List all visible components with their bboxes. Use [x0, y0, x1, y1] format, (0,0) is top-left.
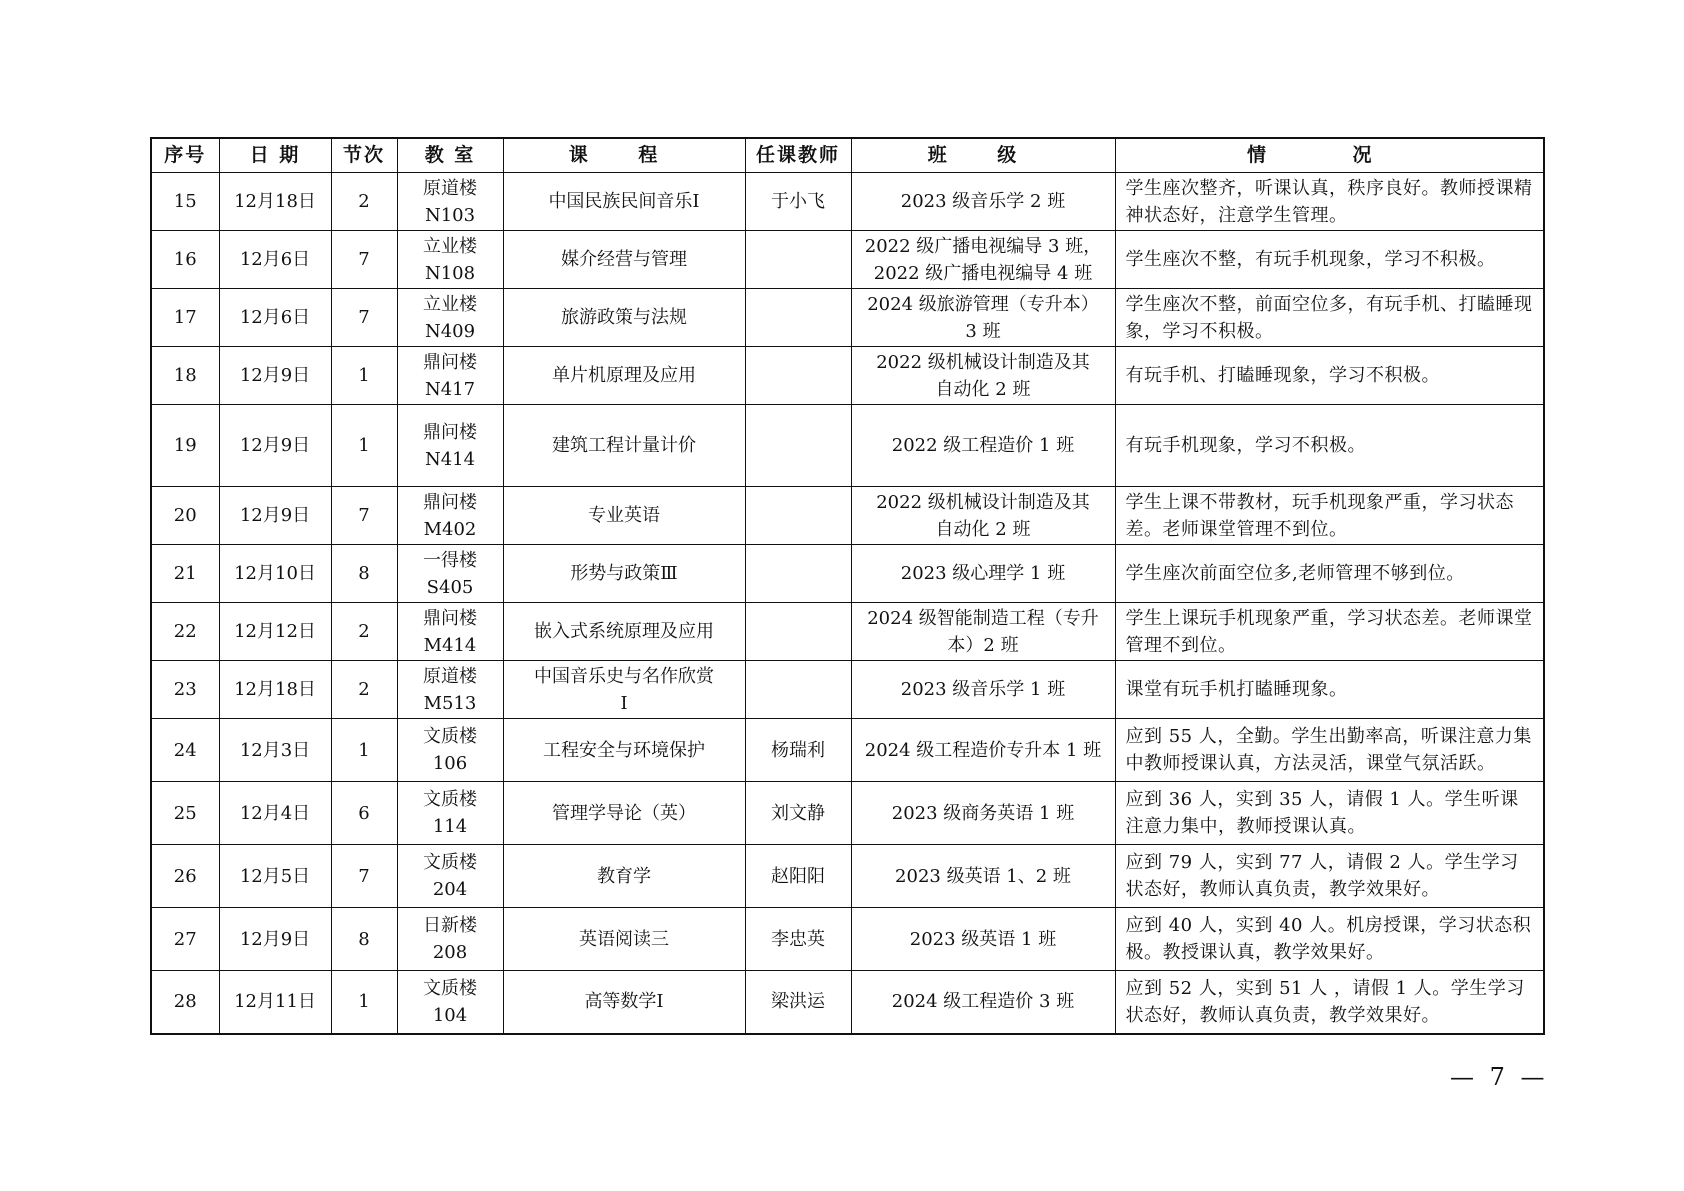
- cell-room-line: 鼎问楼: [423, 491, 477, 513]
- cell-room-line: N108: [424, 262, 476, 284]
- cell-teacher: [745, 347, 851, 405]
- cell-course-line: 高等数学Ⅰ: [584, 991, 664, 1013]
- cell-serial: 15: [151, 173, 219, 231]
- cell-room: [397, 603, 503, 661]
- cell-course-line: 英语阅读三: [579, 928, 669, 950]
- cell-class-line: 2022 级广播电视编导 4 班: [873, 262, 1093, 284]
- table-row: [151, 845, 1544, 908]
- cell-class: [851, 971, 1115, 1034]
- cell-room-line: 鼎问楼: [423, 421, 477, 443]
- cell-class-line: 本）2 班: [947, 634, 1019, 656]
- table-row: [151, 971, 1544, 1034]
- cell-date: 12月12日: [219, 603, 331, 661]
- cell-situation: 应到 52 人，实到 51 人 ，请假 1 人。学生学习状态好，教师认真负责，教学效果好。: [1115, 971, 1544, 1034]
- table-row: [151, 908, 1544, 971]
- table-row: [151, 545, 1544, 603]
- cell-period: 7: [331, 845, 397, 908]
- cell-room: [397, 719, 503, 782]
- cell-date: 12月3日: [219, 719, 331, 782]
- cell-room: [397, 782, 503, 845]
- cell-period: 7: [331, 231, 397, 289]
- cell-room: [397, 545, 503, 603]
- cell-course-line: 嵌入式系统原理及应用: [534, 621, 714, 642]
- cell-course-line: 旅游政策与法规: [561, 307, 687, 328]
- cell-room-line: 鼎问楼: [423, 351, 477, 373]
- cell-date: 12月9日: [219, 405, 331, 487]
- cell-course-line: 媒介经营与管理: [561, 249, 687, 270]
- cell-serial: 19: [151, 405, 219, 487]
- cell-class-line: 2024 级工程造价 3 班: [891, 991, 1075, 1013]
- header-class: 班 级: [851, 138, 1115, 173]
- header-period: 节次: [331, 138, 397, 173]
- cell-room-line: 204: [432, 879, 468, 900]
- cell-serial: 17: [151, 289, 219, 347]
- header-room: 教 室: [397, 138, 503, 173]
- cell-situation: 学生座次前面空位多,老师管理不够到位。: [1115, 545, 1544, 603]
- cell-class: [851, 661, 1115, 719]
- cell-class: [851, 289, 1115, 347]
- cell-date: 12月6日: [219, 289, 331, 347]
- cell-serial: 24: [151, 719, 219, 782]
- cell-serial: 28: [151, 971, 219, 1034]
- cell-course: [503, 782, 745, 845]
- cell-serial: 25: [151, 782, 219, 845]
- cell-class-line: 2024 级工程造价专升本 1 班: [864, 739, 1102, 761]
- cell-date: 12月18日: [219, 661, 331, 719]
- cell-course: [503, 845, 745, 908]
- cell-room-line: 文质楼: [423, 726, 477, 747]
- cell-serial: 18: [151, 347, 219, 405]
- cell-serial: 26: [151, 845, 219, 908]
- cell-date: 12月11日: [219, 971, 331, 1034]
- cell-room-line: 106: [432, 753, 468, 774]
- cell-teacher: [745, 603, 851, 661]
- cell-class-line: 2024 级旅游管理（专升本）: [867, 293, 1099, 315]
- cell-room-line: 原道楼: [423, 665, 477, 687]
- cell-teacher: [745, 545, 851, 603]
- cell-room: [397, 347, 503, 405]
- cell-course: [503, 405, 745, 487]
- table-row: [151, 405, 1544, 487]
- cell-course-line: 工程安全与环境保护: [543, 739, 705, 761]
- cell-room-line: 一得楼: [423, 549, 477, 571]
- cell-period: 7: [331, 289, 397, 347]
- cell-period: 6: [331, 782, 397, 845]
- cell-class-line: 2023 级英语 1 班: [909, 928, 1057, 950]
- cell-room-line: N414: [424, 448, 476, 470]
- cell-room-line: 立业楼: [423, 235, 477, 257]
- cell-situation: 学生座次不整，有玩手机现象，学习不积极。: [1115, 231, 1544, 289]
- table-body: [151, 173, 1544, 1034]
- cell-course: [503, 661, 745, 719]
- cell-room-line: N103: [424, 204, 476, 226]
- cell-situation: 有玩手机现象，学习不积极。: [1115, 405, 1544, 487]
- cell-room-line: 104: [432, 1004, 468, 1026]
- cell-teacher: 于小飞: [745, 173, 851, 231]
- cell-class-line: 2022 级机械设计制造及其: [876, 351, 1090, 373]
- cell-course-line: 中国音乐史与名作欣赏: [534, 665, 714, 687]
- table-row: [151, 487, 1544, 545]
- cell-class-line: 自动化 2 班: [935, 518, 1031, 540]
- cell-course: [503, 231, 745, 289]
- cell-course-line: 单片机原理及应用: [552, 365, 696, 386]
- cell-period: 8: [331, 545, 397, 603]
- cell-course: [503, 347, 745, 405]
- cell-teacher: [745, 405, 851, 487]
- header-serial: 序号: [151, 138, 219, 173]
- table-row: [151, 603, 1544, 661]
- cell-room: [397, 971, 503, 1034]
- cell-class: [851, 173, 1115, 231]
- cell-situation: 学生座次整齐，听课认真，秩序良好。教师授课精神状态好，注意学生管理。: [1115, 173, 1544, 231]
- header-date: 日 期: [219, 138, 331, 173]
- cell-course: [503, 908, 745, 971]
- cell-class: [851, 487, 1115, 545]
- cell-period: 1: [331, 347, 397, 405]
- cell-course: [503, 487, 745, 545]
- cell-course: [503, 289, 745, 347]
- table-row: [151, 231, 1544, 289]
- cell-room-line: 原道楼: [423, 177, 477, 199]
- cell-date: 12月9日: [219, 347, 331, 405]
- cell-situation: 课堂有玩手机打瞌睡现象。: [1115, 661, 1544, 719]
- cell-room-line: 208: [432, 942, 468, 963]
- cell-situation: 学生座次不整，前面空位多，有玩手机、打瞌睡现象，学习不积极。: [1115, 289, 1544, 347]
- cell-serial: 22: [151, 603, 219, 661]
- cell-period: 2: [331, 661, 397, 719]
- cell-room-line: M402: [423, 518, 477, 540]
- cell-teacher: 李忠英: [745, 908, 851, 971]
- cell-course-line: 教育学: [597, 865, 651, 887]
- cell-period: 1: [331, 971, 397, 1034]
- cell-teacher: 赵阳阳: [745, 845, 851, 908]
- cell-period: 2: [331, 173, 397, 231]
- cell-course-line: 专业英语: [588, 505, 660, 526]
- cell-class-line: 2022 级工程造价 1 班: [891, 435, 1075, 456]
- cell-teacher: [745, 231, 851, 289]
- cell-class: [851, 845, 1115, 908]
- header-situation: 情 况: [1115, 138, 1544, 173]
- cell-period: 7: [331, 487, 397, 545]
- cell-period: 2: [331, 603, 397, 661]
- cell-course: [503, 719, 745, 782]
- cell-teacher: [745, 487, 851, 545]
- cell-period: 1: [331, 405, 397, 487]
- cell-course: [503, 173, 745, 231]
- table-row: [151, 661, 1544, 719]
- table-row: [151, 347, 1544, 405]
- cell-teacher: [745, 289, 851, 347]
- cell-room-line: 鼎问楼: [423, 607, 477, 629]
- cell-room-line: M513: [423, 692, 477, 714]
- cell-room-line: M414: [423, 634, 477, 656]
- cell-serial: 27: [151, 908, 219, 971]
- cell-course-line: Ⅰ: [620, 692, 628, 714]
- cell-serial: 23: [151, 661, 219, 719]
- cell-teacher: 刘文静: [745, 782, 851, 845]
- cell-course: [503, 971, 745, 1034]
- cell-class: [851, 347, 1115, 405]
- cell-period: 1: [331, 719, 397, 782]
- cell-class-line: 3 班: [965, 320, 1001, 342]
- cell-teacher: 杨瑞利: [745, 719, 851, 782]
- cell-room-line: 文质楼: [423, 789, 477, 810]
- cell-course: [503, 545, 745, 603]
- cell-class-line: 2023 级英语 1、2 班: [895, 865, 1071, 887]
- table-row: [151, 719, 1544, 782]
- cell-serial: 20: [151, 487, 219, 545]
- cell-class: [851, 603, 1115, 661]
- table-row: [151, 173, 1544, 231]
- cell-class: [851, 405, 1115, 487]
- cell-situation: 应到 79 人，实到 77 人，请假 2 人。学生学习状态好，教师认真负责，教学效果好。: [1115, 845, 1544, 908]
- cell-course-line: 形势与政策Ⅲ: [570, 563, 678, 584]
- cell-room: [397, 845, 503, 908]
- cell-situation: 有玩手机、打瞌睡现象，学习不积极。: [1115, 347, 1544, 405]
- cell-teacher: [745, 661, 851, 719]
- cell-room-line: 文质楼: [423, 852, 477, 873]
- header-course: 课 程: [503, 138, 745, 173]
- inspection-table: [150, 137, 1545, 1035]
- cell-situation: 学生上课玩手机现象严重，学习状态差。老师课堂管理不到位。: [1115, 603, 1544, 661]
- cell-room: [397, 487, 503, 545]
- cell-serial: 16: [151, 231, 219, 289]
- cell-room: [397, 231, 503, 289]
- cell-date: 12月5日: [219, 845, 331, 908]
- cell-date: 12月4日: [219, 782, 331, 845]
- cell-class: [851, 545, 1115, 603]
- cell-room: [397, 289, 503, 347]
- cell-class-line: 2023 级音乐学 1 班: [900, 679, 1066, 700]
- cell-situation: 应到 36 人，实到 35 人，请假 1 人。学生听课注意力集中，教师授课认真。: [1115, 782, 1544, 845]
- cell-room-line: 立业楼: [423, 293, 477, 315]
- cell-teacher: 梁洪运: [745, 971, 851, 1034]
- cell-date: 12月18日: [219, 173, 331, 231]
- cell-serial: 21: [151, 545, 219, 603]
- cell-date: 12月6日: [219, 231, 331, 289]
- cell-class: [851, 719, 1115, 782]
- cell-room-line: 日新楼: [423, 915, 477, 936]
- cell-room: [397, 173, 503, 231]
- table-header: [151, 138, 1544, 173]
- cell-room: [397, 661, 503, 719]
- cell-room: [397, 908, 503, 971]
- cell-class-line: 2023 级音乐学 2 班: [900, 191, 1066, 212]
- cell-situation: 应到 40 人，实到 40 人。机房授课，学习状态积极。教授课认真，教学效果好。: [1115, 908, 1544, 971]
- cell-room-line: 114: [432, 816, 468, 837]
- cell-situation: 应到 55 人，全勤。学生出勤率高，听课注意力集中教师授课认真，方法灵活，课堂气氛活跃。: [1115, 719, 1544, 782]
- cell-course-line: 管理学导论（英）: [552, 802, 696, 824]
- table-row: [151, 289, 1544, 347]
- cell-room-line: N417: [424, 378, 476, 400]
- cell-class: [851, 231, 1115, 289]
- cell-room-line: S405: [426, 576, 474, 598]
- cell-date: 12月10日: [219, 545, 331, 603]
- cell-room-line: 文质楼: [423, 977, 477, 999]
- page-number: — 7 —: [1450, 1063, 1549, 1091]
- cell-class-line: 2024 级智能制造工程（专升: [867, 607, 1099, 629]
- cell-period: 8: [331, 908, 397, 971]
- cell-course: [503, 603, 745, 661]
- cell-room: [397, 405, 503, 487]
- cell-class-line: 2023 级心理学 1 班: [900, 563, 1066, 584]
- cell-situation: 学生上课不带教材，玩手机现象严重，学习状态差。老师课堂管理不到位。: [1115, 487, 1544, 545]
- cell-class-line: 2023 级商务英语 1 班: [891, 802, 1075, 824]
- header-teacher: 任课教师: [745, 138, 851, 173]
- table-row: [151, 782, 1544, 845]
- cell-room-line: N409: [424, 320, 476, 342]
- cell-class-line: 自动化 2 班: [935, 378, 1031, 400]
- cell-class: [851, 782, 1115, 845]
- cell-course-line: 中国民族民间音乐Ⅰ: [548, 191, 700, 212]
- cell-date: 12月9日: [219, 908, 331, 971]
- cell-class-line: 2022 级机械设计制造及其: [876, 491, 1090, 513]
- cell-class-line: 2022 级广播电视编导 3 班，: [864, 235, 1102, 257]
- cell-date: 12月9日: [219, 487, 331, 545]
- cell-course-line: 建筑工程计量计价: [552, 435, 696, 456]
- cell-class: [851, 908, 1115, 971]
